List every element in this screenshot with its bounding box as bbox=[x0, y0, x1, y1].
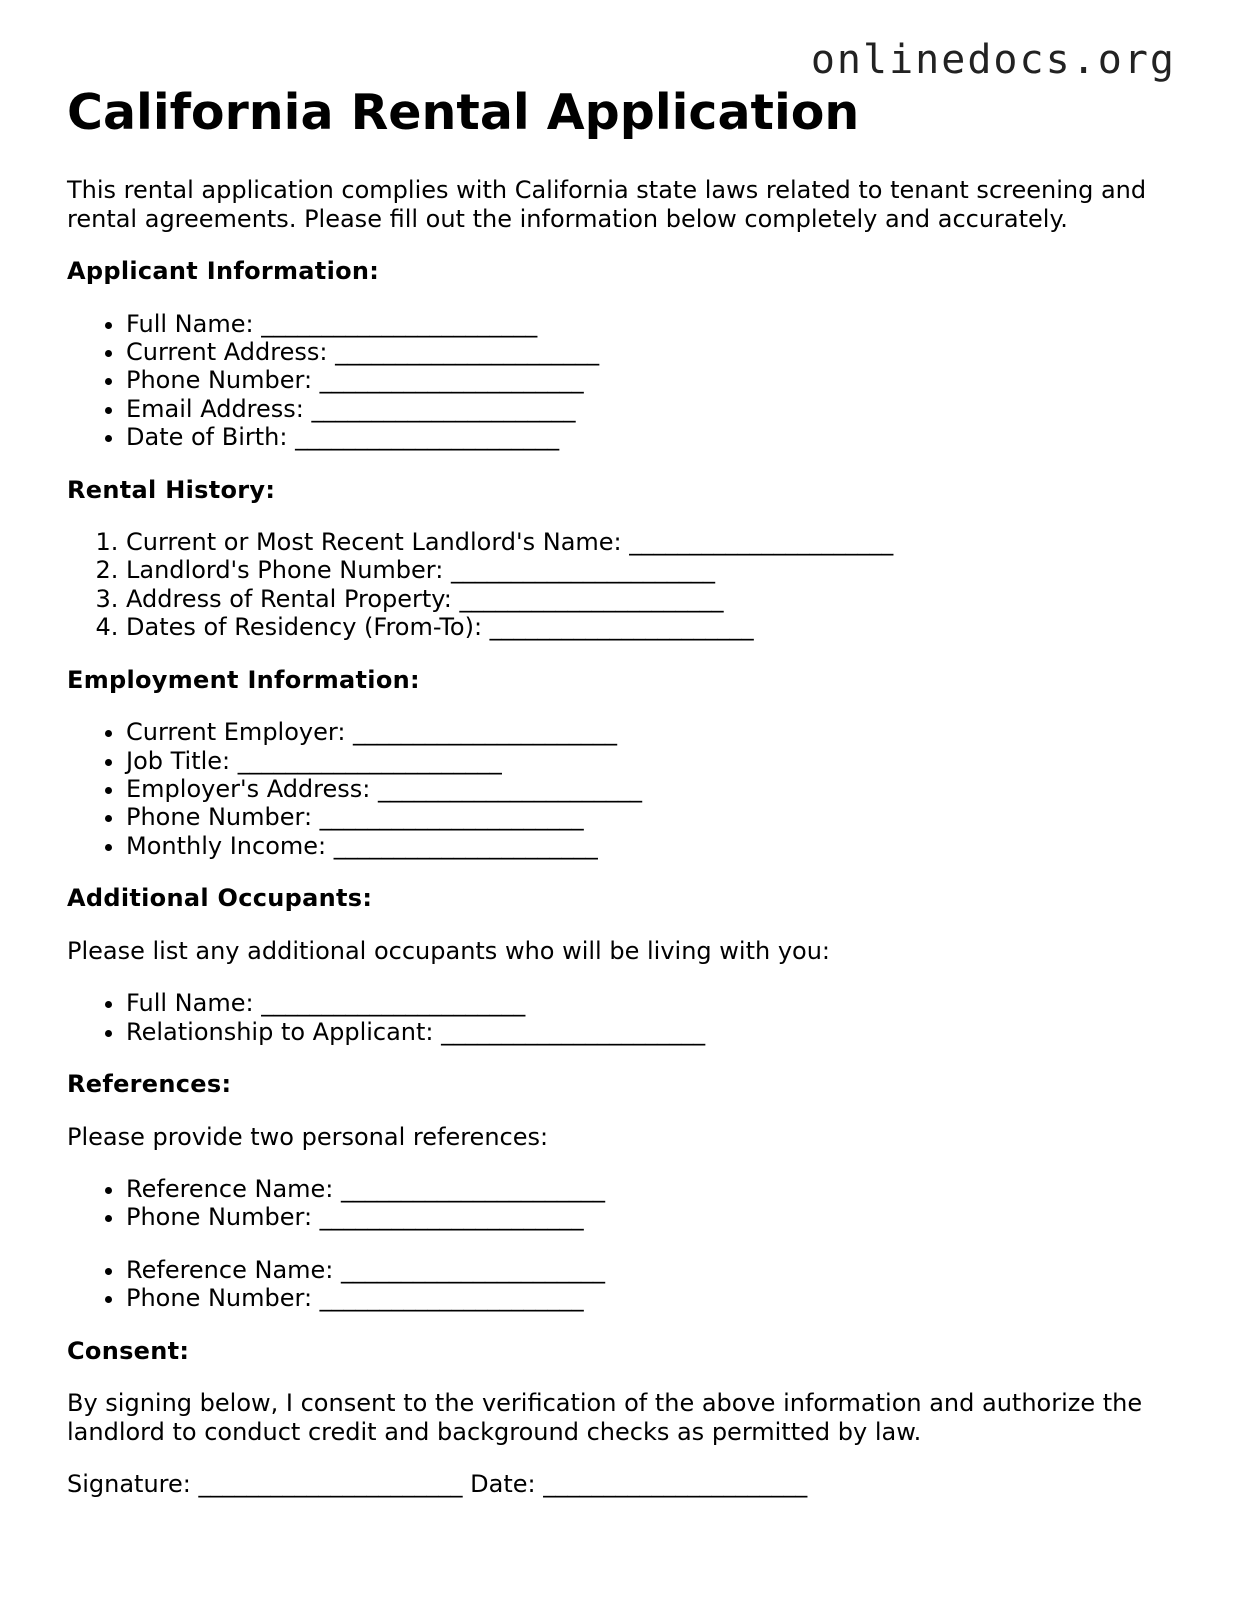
job-title-field[interactable]: • Job Title: ______________________ bbox=[126, 747, 1177, 775]
consent-heading: Consent: bbox=[67, 1336, 190, 1365]
applicant-current-address-field[interactable]: • Current Address: ______________________ bbox=[126, 338, 1177, 366]
intro-paragraph: This rental application complies with California state laws related to tenant screening and rental agreements. Please fill out the information below completely and accurately. bbox=[67, 176, 1147, 233]
employer-phone-field[interactable]: • Phone Number: ______________________ bbox=[126, 803, 1177, 831]
watermark-logo: onlinedocs.org bbox=[810, 37, 1176, 83]
applicant-heading: Applicant Information: bbox=[67, 257, 380, 285]
landlord-name-field[interactable]: 1. Current or Most Recent Landlord's Name: ______________________ bbox=[126, 528, 1177, 556]
occupants-intro: Please list any additional occupants who will be living with you: bbox=[67, 936, 830, 965]
document-title: California Rental Application bbox=[67, 84, 860, 141]
reference-2-list bbox=[67, 1256, 1177, 1313]
employer-address-field[interactable]: • Employer's Address: ______________________ bbox=[126, 775, 1177, 803]
rental-history-list bbox=[67, 528, 1177, 642]
occupants-heading: Additional Occupants: bbox=[67, 884, 373, 913]
applicant-list bbox=[67, 310, 1177, 452]
document-body bbox=[67, 82, 1177, 1499]
reference-1-name-field[interactable]: • Reference Name: ______________________ bbox=[126, 1175, 1177, 1203]
landlord-phone-field[interactable]: 2. Landlord's Phone Number: ______________________ bbox=[126, 556, 1177, 584]
references-heading: References: bbox=[67, 1070, 232, 1098]
reference-2-phone-field[interactable]: • Phone Number: ______________________ bbox=[126, 1284, 1177, 1312]
signature-date-line[interactable]: Signature: ______________________ Date: ______________________ bbox=[67, 1470, 808, 1499]
rental-history-heading: Rental History: bbox=[67, 475, 276, 504]
occupant-full-name-field[interactable]: • Full Name: ______________________ bbox=[126, 989, 1177, 1017]
applicant-dob-field[interactable]: • Date of Birth: ______________________ bbox=[126, 423, 1177, 451]
employment-list bbox=[67, 718, 1177, 860]
references-intro: Please provide two personal references: bbox=[67, 1122, 549, 1151]
monthly-income-field[interactable]: • Monthly Income: ______________________ bbox=[126, 832, 1177, 860]
applicant-email-field[interactable]: • Email Address: ______________________ bbox=[126, 395, 1177, 423]
employment-heading: Employment Information: bbox=[67, 665, 420, 694]
reference-1-list bbox=[67, 1175, 1177, 1232]
rental-property-address-field[interactable]: 3. Address of Rental Property: ______________________ bbox=[126, 585, 1177, 613]
consent-text: By signing below, I consent to the verification of the above information and authorize the landlord to conduct credit and background checks as permitted by law. bbox=[67, 1389, 1143, 1446]
applicant-phone-field[interactable]: • Phone Number: ______________________ bbox=[126, 366, 1177, 394]
reference-1-phone-field[interactable]: • Phone Number: ______________________ bbox=[126, 1203, 1177, 1231]
occupants-list bbox=[67, 989, 1177, 1046]
occupant-relationship-field[interactable]: • Relationship to Applicant: ______________________ bbox=[126, 1018, 1177, 1046]
applicant-full-name-field[interactable]: • Full Name: _______________________ bbox=[126, 310, 1177, 338]
residency-dates-field[interactable]: 4. Dates of Residency (From-To): ______________________ bbox=[126, 613, 1177, 641]
current-employer-field[interactable]: • Current Employer: ______________________ bbox=[126, 718, 1177, 746]
reference-2-name-field[interactable]: • Reference Name: ______________________ bbox=[126, 1256, 1177, 1284]
